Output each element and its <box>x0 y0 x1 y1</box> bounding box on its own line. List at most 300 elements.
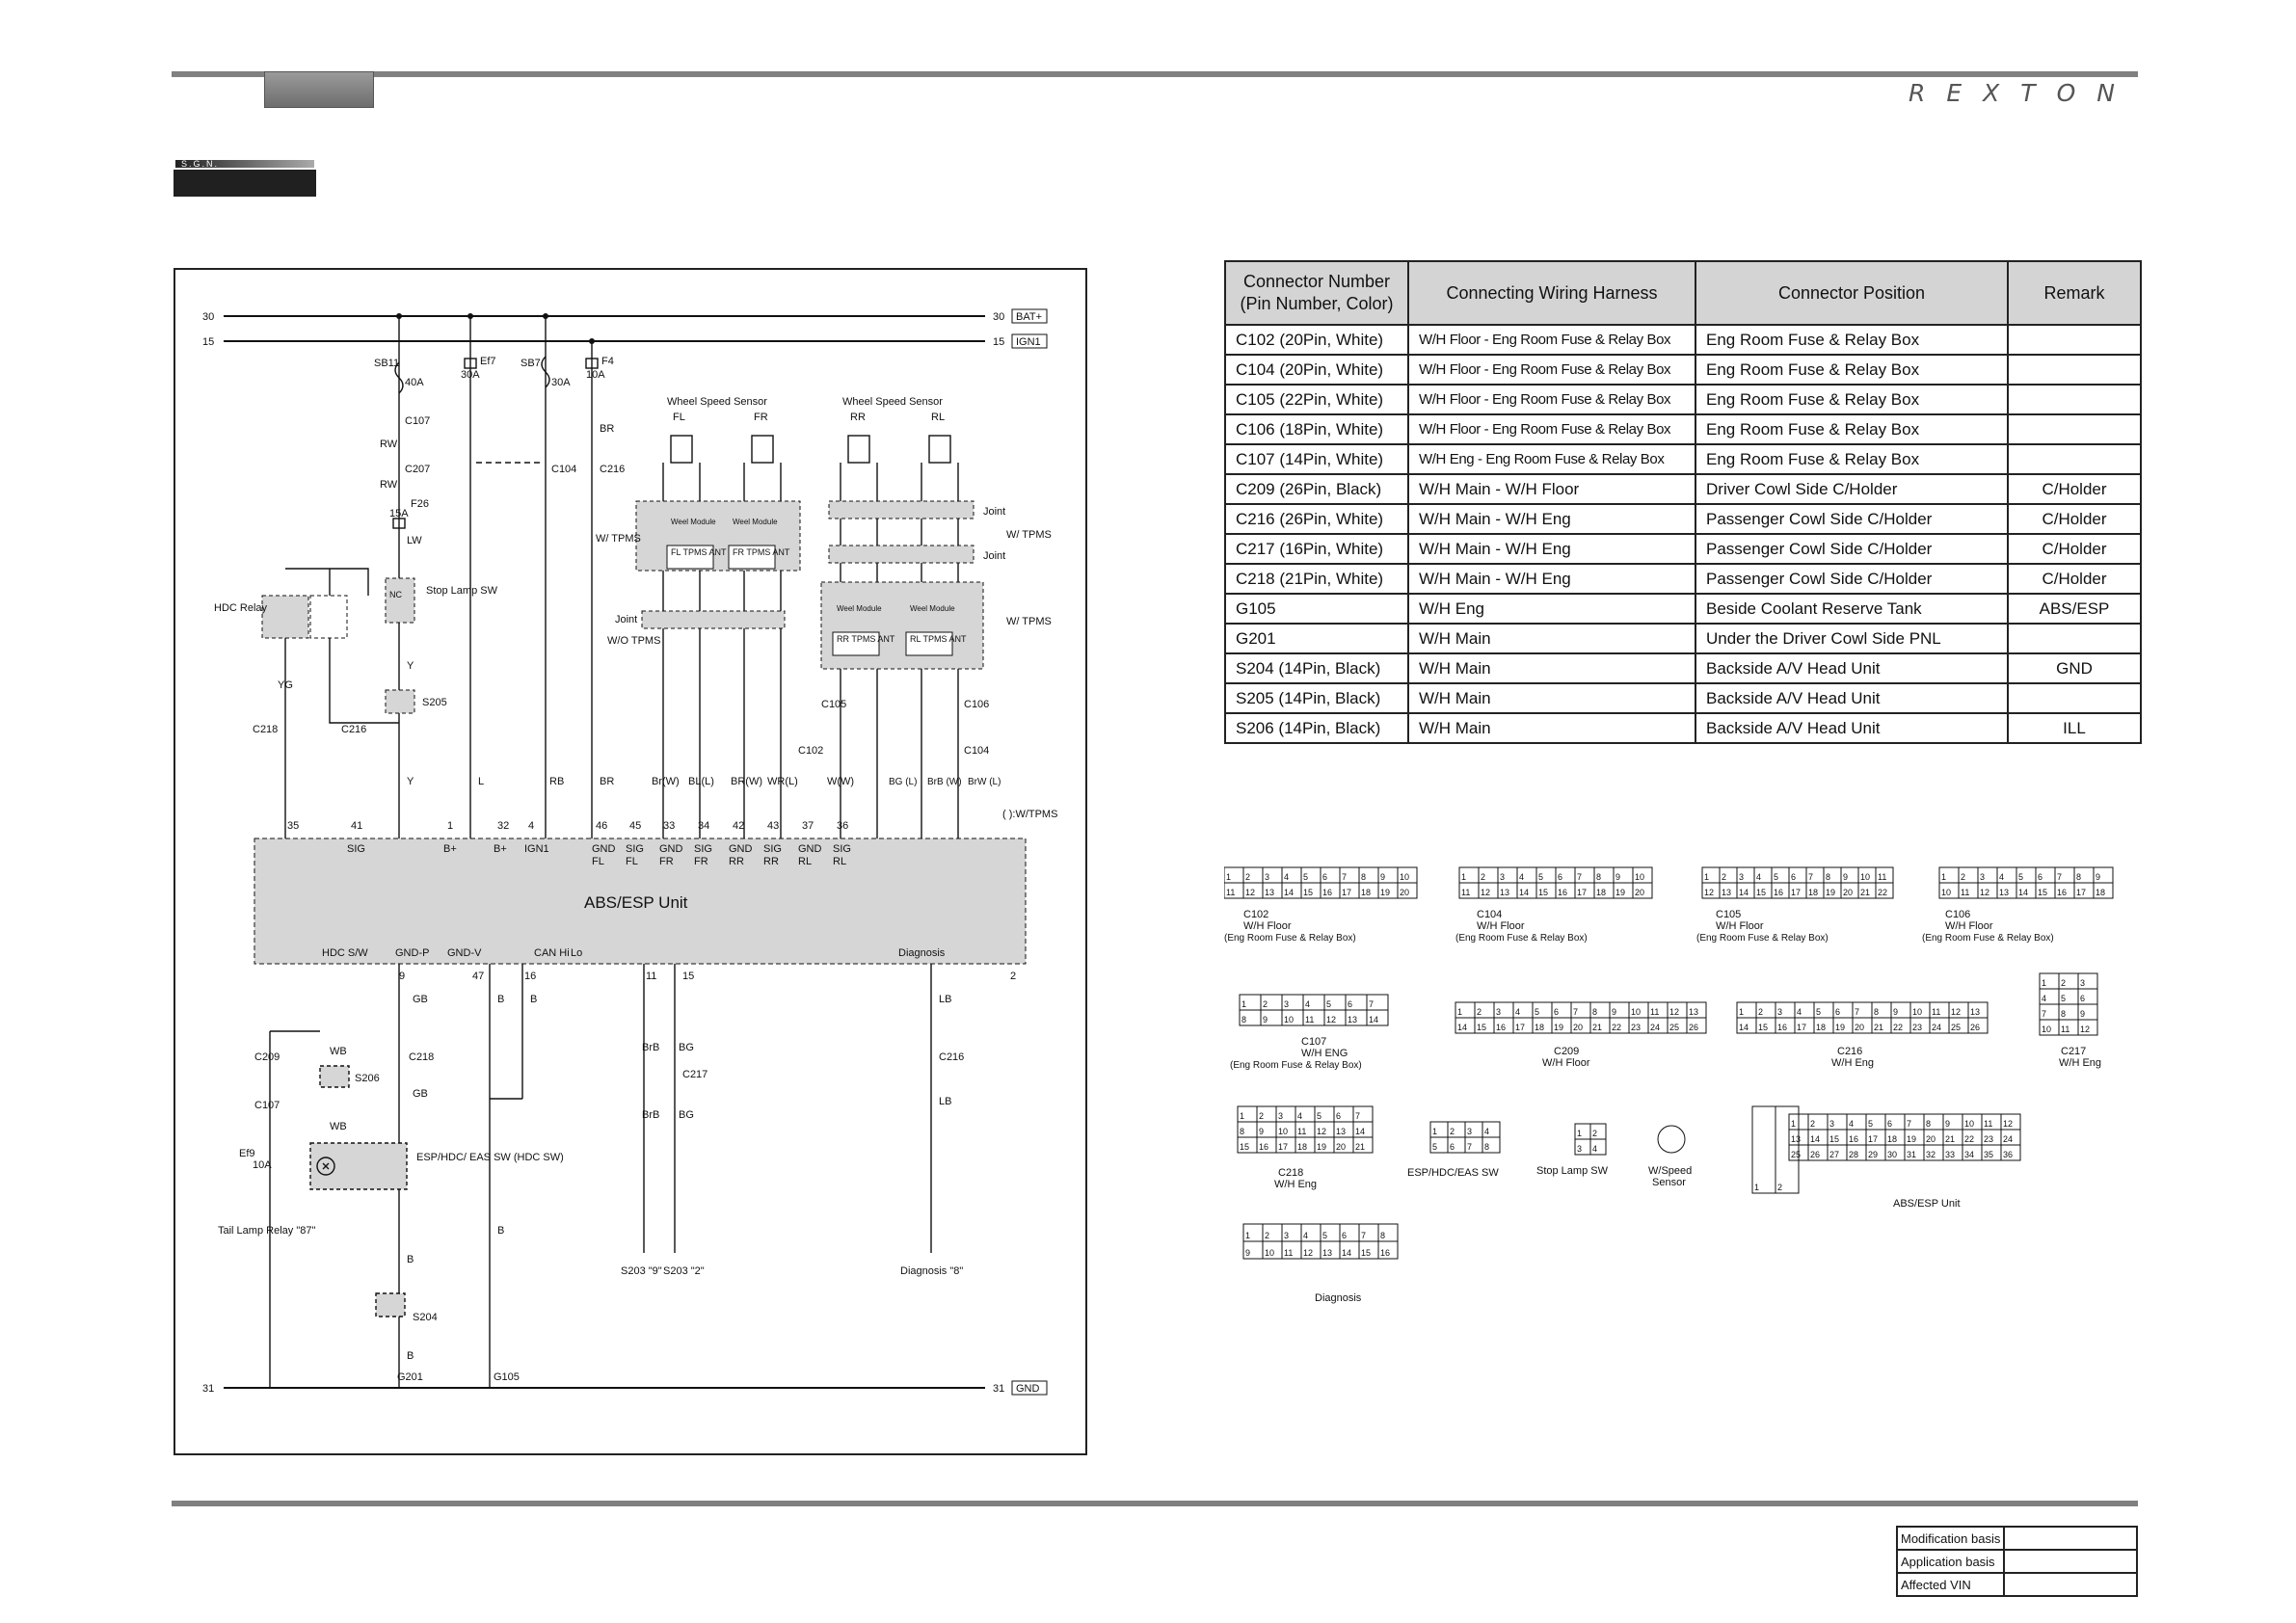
w-tpms-rear: W/ TPMS <box>1006 529 1052 541</box>
wire-yg: YG <box>278 679 293 691</box>
bat-label: BAT+ <box>1016 311 1043 323</box>
pin-number: 3 <box>1284 1231 1290 1240</box>
tpms-note: ( ):W/TPMS <box>1002 809 1058 820</box>
pin-number: 21 <box>1860 888 1871 897</box>
conn-c105: C105 <box>821 699 847 710</box>
pin-number: 5 <box>1868 1119 1874 1129</box>
pin-number: 3 <box>1467 1127 1473 1136</box>
pin-number: 26 <box>1970 1023 1981 1032</box>
wheel-sensor-title-front: Wheel Speed Sensor <box>667 396 767 408</box>
pinout-c209-sub: W/H Floor <box>1542 1057 1590 1069</box>
fuse-sb7: SB7 <box>521 358 541 369</box>
cell-connector: C105 (22Pin, White) <box>1225 385 1408 414</box>
pin-number: 16 <box>1496 1023 1507 1032</box>
rail-15: 15 <box>202 336 215 348</box>
pin-number: 22 <box>1612 1023 1622 1032</box>
pin-number: 24 <box>1650 1023 1661 1032</box>
abs-bottom-pin-number: 47 <box>472 971 485 982</box>
pin-number: 6 <box>1558 872 1563 882</box>
pin-number: 6 <box>1554 1007 1560 1017</box>
header-connector-number: Connector Number (Pin Number, Color) <box>1225 261 1408 325</box>
cell-connector: S204 (14Pin, Black) <box>1225 653 1408 683</box>
pinout-wspeed-sub: Sensor <box>1652 1177 1686 1188</box>
abs-bottom-pin-number: 9 <box>399 971 406 982</box>
pin-number: 21 <box>1592 1023 1603 1032</box>
pin-number: 7 <box>1808 872 1814 882</box>
pin-number: 19 <box>1317 1142 1327 1152</box>
pin-number: 11 <box>1461 888 1471 897</box>
pin-number: 14 <box>1457 1023 1468 1032</box>
fuse-sb11-rating: 40A <box>405 377 424 388</box>
pin-number: 22 <box>1964 1134 1975 1144</box>
pin-number: 19 <box>1907 1134 1917 1144</box>
abs-bottom-pin-name: HDC S/W <box>322 947 368 959</box>
pin-number: 22 <box>1893 1023 1904 1032</box>
abs-bottom-pin-name: GND-V <box>447 947 482 959</box>
pin-number: 6 <box>1348 999 1353 1009</box>
conn-c107-a: C107 <box>405 415 431 427</box>
cell-harness: W/H Main - W/H Eng <box>1408 504 1695 534</box>
table-row <box>1225 474 2141 504</box>
pin-number: 17 <box>1797 1023 1807 1032</box>
pin-number: 3 <box>1284 999 1290 1009</box>
pin-number: 8 <box>1241 1015 1247 1024</box>
pin-number: 11 <box>1984 1119 1993 1129</box>
pin-number: 17 <box>1515 1023 1526 1032</box>
cell-connector: C216 (26Pin, White) <box>1225 504 1408 534</box>
pin-number: 13 <box>1970 1007 1981 1017</box>
abs-pin-name: SIG <box>626 843 644 855</box>
pin-number: 6 <box>2080 994 2086 1003</box>
wire-y-2: Y <box>407 776 414 787</box>
pin-number: 9 <box>1945 1119 1951 1129</box>
pin-number: 2 <box>1961 872 1966 882</box>
pin-number: 8 <box>1484 1142 1490 1152</box>
fuse-f4: F4 <box>601 356 614 367</box>
conn-c216-a: C216 <box>600 464 626 475</box>
pin-number: 4 <box>1297 1111 1303 1121</box>
pin-number: 9 <box>1893 1007 1899 1017</box>
pin-number: 36 <box>2003 1150 2014 1159</box>
pin-number: 4 <box>1519 872 1525 882</box>
cell-connector: G105 <box>1225 594 1408 624</box>
wire-brb-1: BrB <box>642 1042 660 1053</box>
pin-cell <box>1752 1106 1775 1193</box>
conn-c218-a: C218 <box>253 724 279 735</box>
conn-c218-b: C218 <box>409 1051 435 1063</box>
abs-bottom-pin-name: CAN Hi <box>534 947 570 959</box>
cell-connector: G201 <box>1225 624 1408 653</box>
pin-number: 18 <box>1808 888 1819 897</box>
cell-position: Eng Room Fuse & Relay Box <box>1695 325 2008 355</box>
pin-number: 25 <box>1669 1023 1680 1032</box>
pin-number: 1 <box>1791 1119 1797 1129</box>
pin-number: 2 <box>2061 978 2067 988</box>
pinout-c106-sub2: (Eng Room Fuse & Relay Box) <box>1922 933 2054 944</box>
pin-number: 25 <box>1951 1023 1962 1032</box>
fuse-ef9-rating: 10A <box>253 1159 272 1171</box>
cell-connector: C209 (26Pin, Black) <box>1225 474 1408 504</box>
ign-label: IGN1 <box>1016 336 1041 348</box>
table-row <box>1225 504 2141 534</box>
pinout-c104-sub: W/H Floor <box>1477 920 1525 932</box>
w-speed-sensor-icon <box>1658 1126 1685 1153</box>
pin-number: 2 <box>1777 1183 1783 1192</box>
conn-c104-a: C104 <box>551 464 577 475</box>
abs-pin-name: FR <box>694 856 708 867</box>
pin-number: 6 <box>1322 872 1328 882</box>
wire-brw-fr: BR(W) <box>731 776 762 787</box>
pin-number: 12 <box>1481 888 1491 897</box>
pin-number: 9 <box>2096 872 2101 882</box>
pin-number: 7 <box>1907 1119 1912 1129</box>
pin-number: 5 <box>2061 994 2067 1003</box>
rail-15-right: 15 <box>993 336 1005 348</box>
pinout-c209: C209 <box>1554 1046 1580 1057</box>
abs-pin-name: RL <box>833 856 847 867</box>
pin-number: 3 <box>1980 872 1986 882</box>
pin-number: 10 <box>1284 1015 1295 1024</box>
app-basis-label: Application basis <box>1897 1550 2004 1573</box>
cell-position: Passenger Cowl Side C/Holder <box>1695 504 2008 534</box>
pinout-c106-sub: W/H Floor <box>1945 920 1993 932</box>
pin-number: 5 <box>1816 1007 1822 1017</box>
pin-number: 17 <box>2076 888 2087 897</box>
pin-number: 4 <box>1999 872 2005 882</box>
pin-number: 12 <box>1303 1248 1314 1258</box>
conn-c209: C209 <box>254 1051 280 1063</box>
pin-number: 12 <box>1326 1015 1337 1024</box>
pin-number: 11 <box>1961 888 1970 897</box>
pin-number: 11 <box>1305 1015 1315 1024</box>
pin-number: 27 <box>1829 1150 1840 1159</box>
pin-number: 14 <box>1369 1015 1379 1024</box>
joint-1: Joint <box>983 506 1006 518</box>
module-rl: Weel Module <box>910 604 955 613</box>
pinout-c107-sub2: (Eng Room Fuse & Relay Box) <box>1230 1060 1362 1071</box>
pin-number: 16 <box>1558 888 1568 897</box>
pin-number: 1 <box>1245 1231 1251 1240</box>
w-tpms-front: W/ TPMS <box>596 533 641 545</box>
module-rr: Weel Module <box>837 604 882 613</box>
pin-number: 7 <box>1342 872 1348 882</box>
joint-3: Joint <box>615 614 638 625</box>
abs-bottom-pin-name: Lo <box>571 947 583 959</box>
conn-c217: C217 <box>682 1069 708 1080</box>
wire-gb-1: GB <box>413 994 428 1005</box>
abs-pin-name: RR <box>763 856 779 867</box>
cell-connector: C104 (20Pin, White) <box>1225 355 1408 385</box>
pin-number: 2 <box>1265 1231 1270 1240</box>
pin-number: 19 <box>1554 1023 1564 1032</box>
pin-number: 21 <box>1874 1023 1884 1032</box>
cell-connector: C107 (14Pin, White) <box>1225 444 1408 474</box>
pinout-c102-sub: W/H Floor <box>1243 920 1292 932</box>
table-row <box>1225 594 2141 624</box>
pin-number: 12 <box>1951 1007 1962 1017</box>
pin-number: 23 <box>1912 1023 1923 1032</box>
pin-number: 6 <box>1887 1119 1893 1129</box>
cell-harness: W/H Floor - Eng Room Fuse & Relay Box <box>1408 325 1695 355</box>
pinout-c104: C104 <box>1477 909 1503 920</box>
pin-number: 1 <box>1754 1183 1760 1192</box>
pin-number: 7 <box>2042 1009 2047 1019</box>
wire-wb-2: WB <box>330 1121 347 1132</box>
conn-c102: C102 <box>798 745 824 757</box>
pin-number: 2 <box>1245 872 1251 882</box>
pin-number: 14 <box>2018 888 2029 897</box>
mod-basis-value <box>2004 1527 2137 1550</box>
tpms-fr: FR TPMS ANT <box>733 547 790 557</box>
cell-position: Backside A/V Head Unit <box>1695 683 2008 713</box>
wire-l: L <box>478 776 485 787</box>
table-row <box>1225 414 2141 444</box>
pin-number: 10 <box>1265 1248 1275 1258</box>
pin-number: 22 <box>1878 888 1888 897</box>
abs-pin-number: 43 <box>767 820 780 832</box>
pin-number: 18 <box>1887 1134 1898 1144</box>
pin-number: 8 <box>1874 1007 1880 1017</box>
conn-c216-b: C216 <box>341 724 367 735</box>
cell-harness: W/H Floor - Eng Room Fuse & Relay Box <box>1408 355 1695 385</box>
wire-brb-2: BrB <box>642 1109 660 1121</box>
pin-number: 3 <box>1829 1119 1835 1129</box>
pin-number: 2 <box>1477 1007 1482 1017</box>
pin-number: 10 <box>1400 872 1410 882</box>
pin-number: 2 <box>1722 872 1727 882</box>
pin-number: 12 <box>1245 888 1256 897</box>
pin-number: 18 <box>1816 1023 1827 1032</box>
pin-number: 8 <box>1596 872 1602 882</box>
tpms-rr: RR TPMS ANT <box>837 634 895 644</box>
pin-number: 4 <box>1515 1007 1521 1017</box>
pin-number: 10 <box>1941 888 1952 897</box>
abs-pin-number: 46 <box>596 820 608 832</box>
joint-2: Joint <box>983 550 1006 562</box>
wire-rw-2: RW <box>380 479 398 491</box>
pin-number: 9 <box>1615 872 1621 882</box>
pin-number: 26 <box>1810 1150 1821 1159</box>
abs-pin-name: IGN1 <box>524 843 549 855</box>
wire-bgl: BG (L) <box>889 777 918 787</box>
pin-number: 14 <box>1519 888 1530 897</box>
pin-number: 1 <box>1704 872 1710 882</box>
cell-remark: C/Holder <box>2008 534 2141 564</box>
cell-position: Eng Room Fuse & Relay Box <box>1695 414 2008 444</box>
pin-number: 1 <box>1241 999 1247 1009</box>
section-box <box>174 170 316 197</box>
affected-vin-value <box>2004 1573 2137 1596</box>
pin-number: 30 <box>1887 1150 1898 1159</box>
pin-number: 14 <box>1810 1134 1821 1144</box>
cell-harness: W/H Eng <box>1408 594 1695 624</box>
pinout-c104-sub2: (Eng Room Fuse & Relay Box) <box>1455 933 1588 944</box>
cell-harness: W/H Floor - Eng Room Fuse & Relay Box <box>1408 385 1695 414</box>
pin-number: 20 <box>1635 888 1645 897</box>
pin-number: 8 <box>1926 1119 1932 1129</box>
cell-harness: W/H Main - W/H Eng <box>1408 564 1695 594</box>
wire-lb-1: LB <box>939 994 952 1005</box>
pin-number: 6 <box>1450 1142 1455 1152</box>
mod-basis-label: Modification basis <box>1897 1527 2004 1550</box>
wire-wrl: WR(L) <box>767 776 798 787</box>
pin-number: 20 <box>1573 1023 1584 1032</box>
wire-b-5: B <box>497 1225 505 1237</box>
pin-number: 5 <box>1538 872 1544 882</box>
wire-lb-2: LB <box>939 1096 952 1107</box>
pin-number: 15 <box>1758 1023 1769 1032</box>
pin-number: 20 <box>1926 1134 1936 1144</box>
hdc-relay-label: HDC Relay <box>214 602 268 614</box>
pin-number: 5 <box>1432 1142 1438 1152</box>
abs-pin-name: SIG <box>833 843 851 855</box>
pin-number: 5 <box>1322 1231 1328 1240</box>
pin-number: 18 <box>1535 1023 1545 1032</box>
cell-position: Eng Room Fuse & Relay Box <box>1695 444 2008 474</box>
cell-remark <box>2008 683 2141 713</box>
pinout-abs-esp: ABS/ESP Unit <box>1893 1198 1961 1210</box>
pin-number: 13 <box>1322 1248 1333 1258</box>
ground-g105: G105 <box>494 1371 520 1383</box>
abs-pin-number: 32 <box>497 820 510 832</box>
abs-pin-name: GND <box>659 843 683 855</box>
wire-rw-1: RW <box>380 439 398 450</box>
pin-number: 18 <box>1361 888 1372 897</box>
cell-connector: C106 (18Pin, White) <box>1225 414 1408 444</box>
cell-harness: W/H Main <box>1408 683 1695 713</box>
pin-number: 13 <box>1999 888 2010 897</box>
abs-pin-number: 34 <box>698 820 710 832</box>
fuse-ef9: Ef9 <box>239 1148 255 1159</box>
header-remark: Remark <box>2008 261 2141 325</box>
fuse-sb11: SB11 <box>374 358 400 369</box>
abs-pin-number: 33 <box>663 820 676 832</box>
wire-ww: W(W) <box>827 776 855 787</box>
table-row <box>1225 564 2141 594</box>
abs-pin-name: B+ <box>494 843 507 855</box>
cell-remark <box>2008 444 2141 474</box>
pinout-stop-lamp: Stop Lamp SW <box>1536 1165 1608 1177</box>
pin-number: 4 <box>1849 1119 1855 1129</box>
pin-number: 15 <box>1303 888 1314 897</box>
pin-number: 14 <box>1342 1248 1352 1258</box>
abs-pin-number: 41 <box>351 820 363 832</box>
pin-number: 7 <box>1467 1142 1473 1152</box>
pin-number: 7 <box>2057 872 2063 882</box>
pin-number: 2 <box>1263 999 1268 1009</box>
w-tpms-rear-2: W/ TPMS <box>1006 616 1052 627</box>
pin-number: 24 <box>1932 1023 1942 1032</box>
cell-position: Eng Room Fuse & Relay Box <box>1695 385 2008 414</box>
pin-number: 15 <box>2038 888 2048 897</box>
pin-number: 15 <box>1240 1142 1250 1152</box>
pin-number: 8 <box>2076 872 2082 882</box>
rail-30: 30 <box>202 311 215 323</box>
fuse-ef7: Ef7 <box>480 356 496 367</box>
pin-number: 11 <box>1878 872 1887 882</box>
conn-c216-c: C216 <box>939 1051 965 1063</box>
abs-esp-unit-label: ABS/ESP Unit <box>584 893 688 912</box>
splice-s204: S204 <box>413 1312 438 1323</box>
pin-number: 12 <box>1704 888 1715 897</box>
pin-number: 20 <box>1336 1142 1347 1152</box>
connector-table <box>1224 260 2142 744</box>
pin-number: 7 <box>1573 1007 1579 1017</box>
cell-connector: C218 (21Pin, White) <box>1225 564 1408 594</box>
splice-s205: S205 <box>422 697 447 708</box>
pinout-c217-sub: W/H Eng <box>2059 1057 2102 1069</box>
stop-lamp-label: Stop Lamp SW <box>426 585 497 597</box>
pinout-wspeed: W/Speed <box>1648 1165 1693 1177</box>
wheel-rl: RL <box>931 412 946 423</box>
pin-number: 21 <box>1945 1134 1956 1144</box>
pin-number: 14 <box>1355 1127 1366 1136</box>
pin-number: 4 <box>1305 999 1311 1009</box>
pin-number: 17 <box>1791 888 1802 897</box>
pin-number: 12 <box>2080 1024 2091 1034</box>
pin-number: 20 <box>1843 888 1854 897</box>
wire-lw: LW <box>407 535 422 546</box>
wire-bll: BL(L) <box>688 776 714 787</box>
pinout-c102-sub2: (Eng Room Fuse & Relay Box) <box>1224 933 1356 944</box>
pin-number: 35 <box>1984 1150 1994 1159</box>
pin-number: 12 <box>1669 1007 1680 1017</box>
pin-number: 10 <box>1964 1119 1975 1129</box>
pin-number: 7 <box>1855 1007 1860 1017</box>
pin-number: 3 <box>1739 872 1745 882</box>
wiring-diagram <box>174 268 1087 1455</box>
abs-bottom-pin-number: 15 <box>682 971 695 982</box>
pin-number: 16 <box>1322 888 1333 897</box>
pin-number: 2 <box>1758 1007 1764 1017</box>
modification-table <box>1896 1526 2138 1597</box>
pin-number: 6 <box>1791 872 1797 882</box>
header-wiring-harness: Connecting Wiring Harness <box>1408 261 1695 325</box>
table-row <box>1225 683 2141 713</box>
pin-number: 13 <box>1336 1127 1347 1136</box>
fuse-f4-rating: 10A <box>586 369 605 381</box>
pin-number: 7 <box>1577 872 1583 882</box>
abs-pin-number: 45 <box>629 820 642 832</box>
wire-b-4: B <box>530 994 538 1005</box>
abs-pin-name: SIG <box>763 843 782 855</box>
cell-harness: W/H Main <box>1408 624 1695 653</box>
pin-number: 6 <box>1336 1111 1342 1121</box>
wire-b-2: B <box>407 1350 414 1362</box>
pin-number: 5 <box>1326 999 1332 1009</box>
abs-bottom-pin-number: 16 <box>524 971 537 982</box>
abs-pin-name: GND <box>798 843 822 855</box>
pin-number: 10 <box>1631 1007 1642 1017</box>
pinout-c218: C218 <box>1278 1167 1304 1179</box>
section-label: S.G.N. <box>181 159 220 169</box>
cell-harness: W/H Eng - Eng Room Fuse & Relay Box <box>1408 444 1695 474</box>
pin-number: 3 <box>1265 872 1270 882</box>
rail-31: 31 <box>202 1383 215 1395</box>
cell-remark <box>2008 385 2141 414</box>
fuse-ef7-rating: 30A <box>461 369 480 381</box>
app-basis-value <box>2004 1550 2137 1573</box>
pin-number: 10 <box>1860 872 1871 882</box>
pin-number: 16 <box>1259 1142 1269 1152</box>
pin-number: 34 <box>1964 1150 1975 1159</box>
abs-pin-number: 1 <box>447 820 454 832</box>
abs-pin-name: FR <box>659 856 674 867</box>
wire-brbw: BrB (W) <box>927 777 962 787</box>
pin-number: 3 <box>1777 1007 1783 1017</box>
cell-position: Under the Driver Cowl Side PNL <box>1695 624 2008 653</box>
pin-number: 1 <box>1432 1127 1438 1136</box>
